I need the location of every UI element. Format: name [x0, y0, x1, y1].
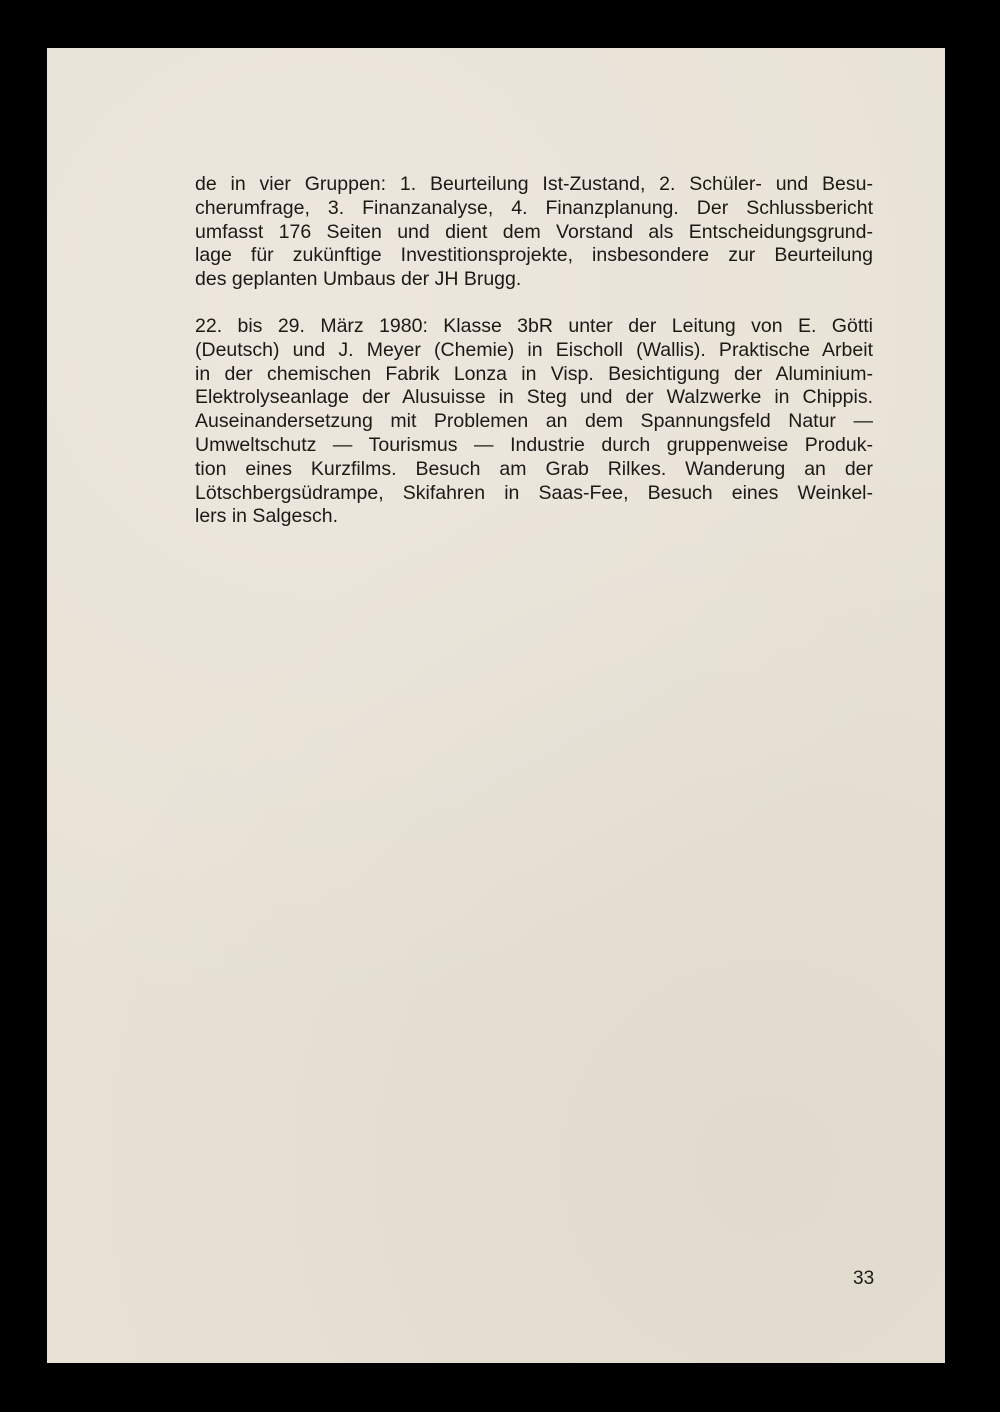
paragraph-2-line: lers in Salgesch. — [195, 505, 339, 528]
paragraph-2-line: Elektrolyseanlage der Alusuisse in Steg und der Walzwerke in Chippis. — [195, 386, 873, 409]
paragraph-1 — [195, 173, 873, 292]
document-page — [47, 48, 945, 1363]
paragraph-2-line: Umweltschutz — Tourismus — Industrie durch gruppenweise Produk- — [195, 433, 873, 456]
paragraph-1-line: cherumfrage, 3. Finanzanalyse, 4. Finanzplanung. Der Schlussbericht — [195, 196, 873, 219]
paragraph-2-line: Lötschbergsüdrampe, Skifahren in Saas-Fee, Besuch eines Weinkel- — [195, 481, 873, 504]
page-number: 33 — [853, 1268, 875, 1289]
paragraph-2-line: tion eines Kurzfilms. Besuch am Grab Rilkes. Wanderung an der — [195, 457, 873, 480]
paragraph-2-line: 22. bis 29. März 1980: Klasse 3bR unter der Leitung von E. Götti — [195, 315, 873, 337]
paragraph-1-line: de in vier Gruppen: 1. Beurteilung Ist-Zustand, 2. Schüler- und Besu- — [195, 173, 873, 195]
paragraph-1-line: lage für zukünftige Investitionsprojekte, insbesondere zur Beurteilung — [195, 244, 873, 267]
paragraph-1-line: des geplanten Umbaus der JH Brugg. — [195, 268, 522, 291]
paragraph-2-line: Auseinandersetzung mit Problemen an dem Spannungsfeld Natur — — [195, 410, 873, 433]
paragraph-2-line: in der chemischen Fabrik Lonza in Visp. Besichtigung der Aluminium- — [195, 362, 873, 385]
paragraph-2-line: (Deutsch) und J. Meyer (Chemie) in Eischoll (Wallis). Praktische Arbeit — [195, 338, 873, 361]
paragraph-1-line: umfasst 176 Seiten und dient dem Vorstand als Entscheidungsgrund- — [195, 220, 873, 243]
paragraph-2 — [195, 315, 873, 529]
